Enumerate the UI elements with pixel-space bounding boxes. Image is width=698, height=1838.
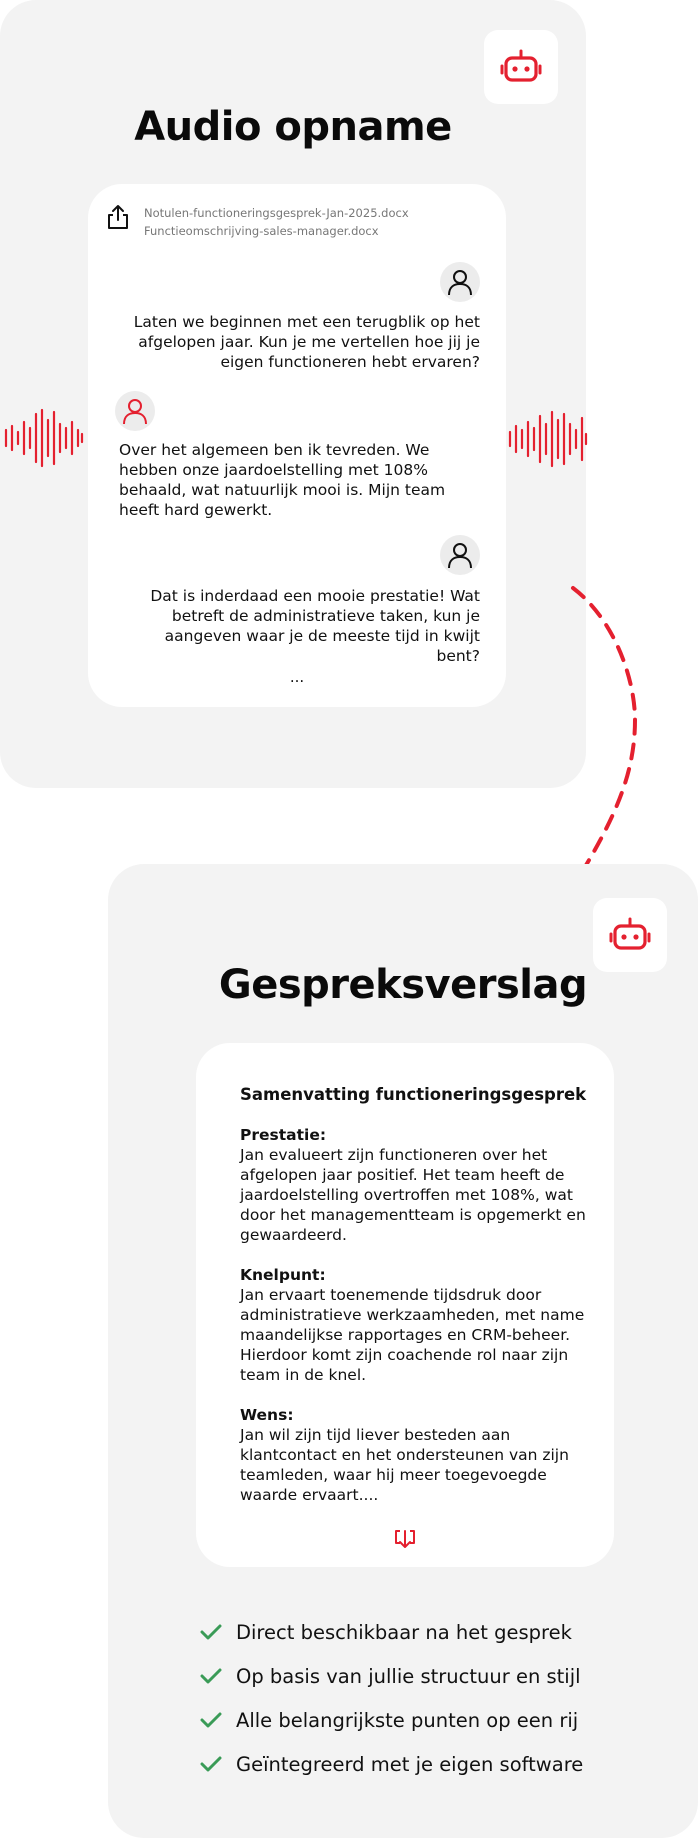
benefits-list (200, 1610, 583, 1786)
benefit-text: Alle belangrijkste punten op een rij (236, 1708, 579, 1732)
benefit-text: Geïntegreerd met je eigen software (236, 1752, 584, 1776)
benefit-text: Direct beschikbaar na het gesprek (236, 1620, 572, 1644)
section-text: Jan ervaart toenemende tijdsdruk door administratieve werkzaamheden, met name maandelijkse rapportages en CRM-beheer. Hierdoor komt zijn coachende rol naar zijn team in de knel. (240, 1286, 585, 1384)
check-icon (200, 1711, 222, 1729)
benefit-item (200, 1742, 583, 1786)
robot-badge (593, 898, 667, 972)
summary-section (240, 1405, 590, 1505)
interviewer-avatar (440, 535, 480, 575)
section-label: Prestatie: (240, 1126, 327, 1144)
share-icon[interactable] (106, 204, 130, 230)
audio-title: Audio opname (134, 104, 452, 150)
employee-avatar (115, 391, 155, 431)
sound-wave-icon (508, 410, 588, 468)
download-icon[interactable] (394, 1527, 416, 1551)
summary-section (240, 1125, 590, 1245)
benefit-text: Op basis van jullie structuur en stijl (236, 1664, 581, 1688)
check-icon (200, 1755, 222, 1773)
check-icon (200, 1623, 222, 1641)
chat-message: Laten we beginnen met een terugblik op het afgelopen jaar. Kun je me vertellen hoe jij je eigen functioneren hebt ervaren? (133, 313, 480, 371)
summary-section (240, 1265, 590, 1385)
section-label: Knelpunt: (240, 1266, 326, 1284)
attached-file[interactable]: Notulen-functioneringsgesprek-Jan-2025.docx (144, 206, 409, 220)
benefit-item (200, 1698, 583, 1742)
sound-wave-icon (4, 408, 84, 468)
benefit-item (200, 1610, 583, 1654)
section-text: Jan wil zijn tijd liever besteden aan klantcontact en het ondersteunen van zijn teamleden, waar hij meer toegevoegde waarde ervaart.... (240, 1426, 569, 1504)
user-icon (122, 397, 148, 425)
attached-file[interactable]: Functieomschrijving-sales-manager.docx (144, 224, 379, 238)
summary-content (240, 1085, 590, 1525)
user-icon (447, 268, 473, 296)
user-icon (447, 541, 473, 569)
summary-title: Samenvatting functioneringsgesprek (240, 1085, 587, 1104)
robot-badge (484, 30, 558, 104)
attached-files (144, 204, 409, 240)
more-indicator: ... (289, 668, 305, 686)
section-label: Wens: (240, 1406, 294, 1424)
chat-message: Dat is inderdaad een mooie prestatie! Wat betreft de administratieve taken, kun je aangeven waar je de meeste tijd in kwijt bent? (150, 587, 480, 665)
summary-card (196, 1043, 614, 1567)
robot-icon (500, 49, 542, 85)
chat-message: Over het algemeen ben ik tevreden. We hebben onze jaardoelstelling met 108% behaald, wat natuurlijk mooi is. Mijn team heeft hard gewerkt. (119, 441, 446, 519)
check-icon (200, 1667, 222, 1685)
robot-icon (609, 917, 651, 953)
section-text: Jan evalueert zijn functioneren over het afgelopen jaar positief. Het team heeft de jaardoelstelling overtroffen met 108%, wat door het managementteam is opgemerkt en gewaardeerd. (240, 1146, 586, 1244)
report-title: Gespreksverslag (218, 962, 588, 1008)
interviewer-avatar (440, 262, 480, 302)
benefit-item (200, 1654, 583, 1698)
transcript-card (88, 184, 506, 707)
